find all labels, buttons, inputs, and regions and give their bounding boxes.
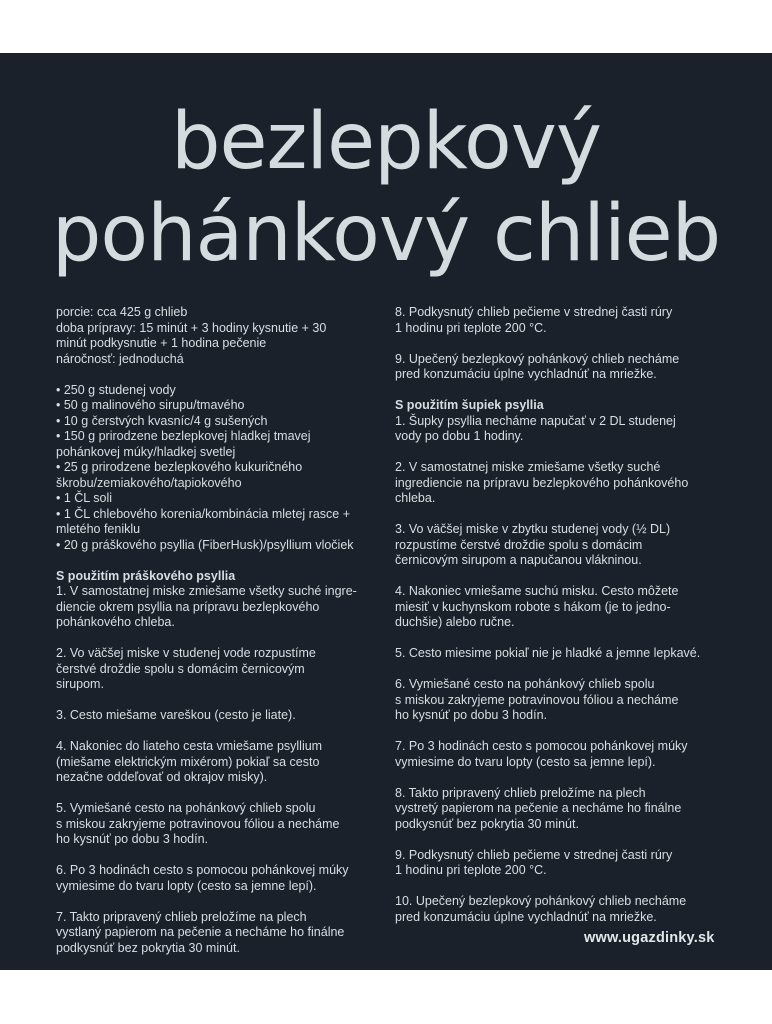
text-line: 1 hodinu pri teplote 200 °C. (395, 863, 547, 877)
text-line: sirupom. (56, 677, 104, 691)
paragraph-gap (395, 832, 725, 848)
paragraph-gap (395, 770, 725, 786)
text-line: ingrediencie na prípravu bezlepkového pohánkového (395, 475, 689, 490)
text-line: pred konzumáciu úplne vychladnúť na mriežke. (395, 367, 657, 381)
text-line: diencie okrem psyllia na prípravu bezlepkového (56, 599, 320, 614)
text-line: doba prípravy: 15 minút + 3 hodiny kysnutie + 30 (56, 320, 327, 335)
text-line: miesiť v kuchynskom robote s hákom (je to jedno- (395, 599, 671, 614)
paragraph-gap (56, 553, 376, 569)
text-line: 2. Vo väčšej miske v studenej vode rozpustíme (56, 646, 316, 660)
text-line: 10. Upečený bezlepkový pohánkový chlieb necháme (395, 894, 687, 908)
section-heading: S použitím práškového psyllia (56, 568, 236, 583)
text-line: 7. Po 3 hodinách cesto s pomocou pohánkovej múky (395, 739, 688, 753)
text-line: vymiesime do tvaru lopty (cesto sa jemne lepí). (395, 754, 656, 769)
text-line: • 150 g prirodzene bezlepkovej hladkej tmavej (56, 429, 311, 443)
text-line: pohánkového chleba. (56, 615, 175, 629)
text-line: 8. Takto pripravený chlieb preložíme na plech (395, 785, 646, 800)
paragraph-gap (395, 569, 725, 585)
paragraph-gap (56, 631, 376, 647)
paragraph-gap (56, 367, 376, 383)
title-line-1: bezlepkový (170, 97, 602, 187)
paragraph-gap (395, 507, 725, 523)
text-line: duchšie) alebo ručne. (395, 615, 515, 629)
paragraph-gap (395, 445, 725, 461)
paragraph-gap (395, 879, 725, 895)
text-line: 5. Cesto miesime pokiaľ nie je hladké a jemne lepkavé. (395, 646, 701, 660)
paragraph-gap (395, 631, 725, 647)
text-line: 9. Podkysnutý chlieb pečieme v strednej časti rúry (395, 847, 673, 862)
text-line: škrobu/zemiakového/tapiokového (56, 475, 242, 490)
text-line: • 25 g prirodzene bezlepkového kukuričného (56, 460, 303, 474)
text-line: černicovým sirupom a napučanou vlákninou. (395, 553, 642, 567)
text-line: vystretý papierom na pečenie a necháme ho finálne (395, 801, 682, 815)
paragraph-gap (56, 693, 376, 709)
text-line: 2. V samostatnej miske zmiešame všetky suché (395, 460, 661, 474)
text-line: vymiesime do tvaru lopty (cesto sa jemne lepí). (56, 878, 317, 893)
text-line: ho kysnúť po dobu 3 hodín. (395, 708, 548, 722)
right-column (395, 305, 725, 925)
text-line: chleba. (395, 491, 436, 505)
text-line: podkysnúť bez pokrytia 30 minút. (56, 940, 240, 955)
text-line: 3. Vo väčšej miske v zbytku studenej vody (½ DL) (395, 522, 671, 536)
text-line: • 50 g malinového sirupu/tmavého (56, 398, 245, 412)
text-line: nezačne oddeľovať od okrajov misky). (56, 770, 268, 784)
left-column (56, 305, 376, 956)
paragraph-gap (395, 336, 725, 352)
text-line: 3. Cesto miešame vareškou (cesto je liate). (56, 708, 296, 722)
text-line: náročnosť: jednoduchá (56, 351, 184, 366)
text-line: minút podkysnutie + 1 hodina pečenie (56, 336, 267, 350)
paragraph-gap (395, 662, 725, 678)
text-line: (miešame elektrickým mixérom) pokiaľ sa cesto (56, 754, 320, 769)
paragraph-gap (395, 383, 725, 399)
text-line: 1. V samostatnej miske zmiešame všetky suché ingre- (56, 584, 357, 598)
text-line: čerstvé droždie spolu s domácim černicovým (56, 661, 305, 676)
text-line: 5. Vymiešané cesto na pohánkový chlieb spolu (56, 801, 316, 815)
text-line: podkysnúť bez pokrytia 30 minút. (395, 816, 579, 831)
text-line: • 10 g čerstvých kvasníc/4 g sušených (56, 413, 268, 428)
text-line: • 1 ČL soli (56, 491, 113, 505)
text-line: ho kysnúť po dobu 3 hodín. (56, 832, 209, 846)
title-line-2: pohánkový chlieb (51, 189, 721, 279)
section-heading: S použitím šupiek psyllia (395, 398, 544, 412)
text-line: s miskou zakryjeme potravinovou fóliou a necháme (56, 816, 340, 831)
text-line: 6. Vymiešané cesto na pohánkový chlieb spolu (395, 677, 655, 691)
recipe-title (0, 96, 772, 280)
text-line: mletého feniklu (56, 522, 141, 536)
text-line: 6. Po 3 hodinách cesto s pomocou pohánkovej múky (56, 863, 349, 877)
text-line: • 1 ČL chlebového korenia/kombinácia mletej rasce + (56, 506, 351, 521)
text-line: 4. Nakoniec do liateho cesta vmiešame psyllium (56, 739, 323, 753)
text-line: vody po dobu 1 hodiny. (395, 429, 524, 443)
text-line: • 250 g studenej vody (56, 382, 176, 397)
paragraph-gap (56, 724, 376, 740)
paragraph-gap (395, 724, 725, 740)
paragraph-gap (56, 786, 376, 802)
text-line: 4. Nakoniec vmiešame suchú misku. Cesto môžete (395, 584, 679, 598)
text-line: 8. Podkysnutý chlieb pečieme v strednej časti rúry (395, 305, 673, 319)
text-line: pohánkovej múky/hladkej svetlej (56, 444, 236, 459)
paragraph-gap (56, 894, 376, 910)
text-line: 7. Takto pripravený chlieb preložíme na plech (56, 909, 307, 924)
website-link[interactable]: www.ugazdinky.sk (584, 930, 715, 946)
text-line: vystlaný papierom na pečenie a necháme ho finálne (56, 925, 345, 939)
text-line: • 20 g práškového psyllia (FiberHusk)/psyllium vločiek (56, 537, 354, 552)
text-line: 9. Upečený bezlepkový pohánkový chlieb necháme (395, 351, 680, 366)
paragraph-gap (56, 848, 376, 864)
text-line: rozpustíme čerstvé droždie spolu s domácim (395, 537, 643, 552)
text-line: 1. Šupky psyllia necháme napučať v 2 DL studenej (395, 413, 676, 428)
text-line: pred konzumáciu úplne vychladnúť na mriežke. (395, 909, 657, 924)
text-line: 1 hodinu pri teplote 200 °C. (395, 320, 547, 335)
text-line: s miskou zakryjeme potravinovou fóliou a necháme (395, 692, 679, 707)
text-line: porcie: cca 425 g chlieb (56, 305, 188, 319)
